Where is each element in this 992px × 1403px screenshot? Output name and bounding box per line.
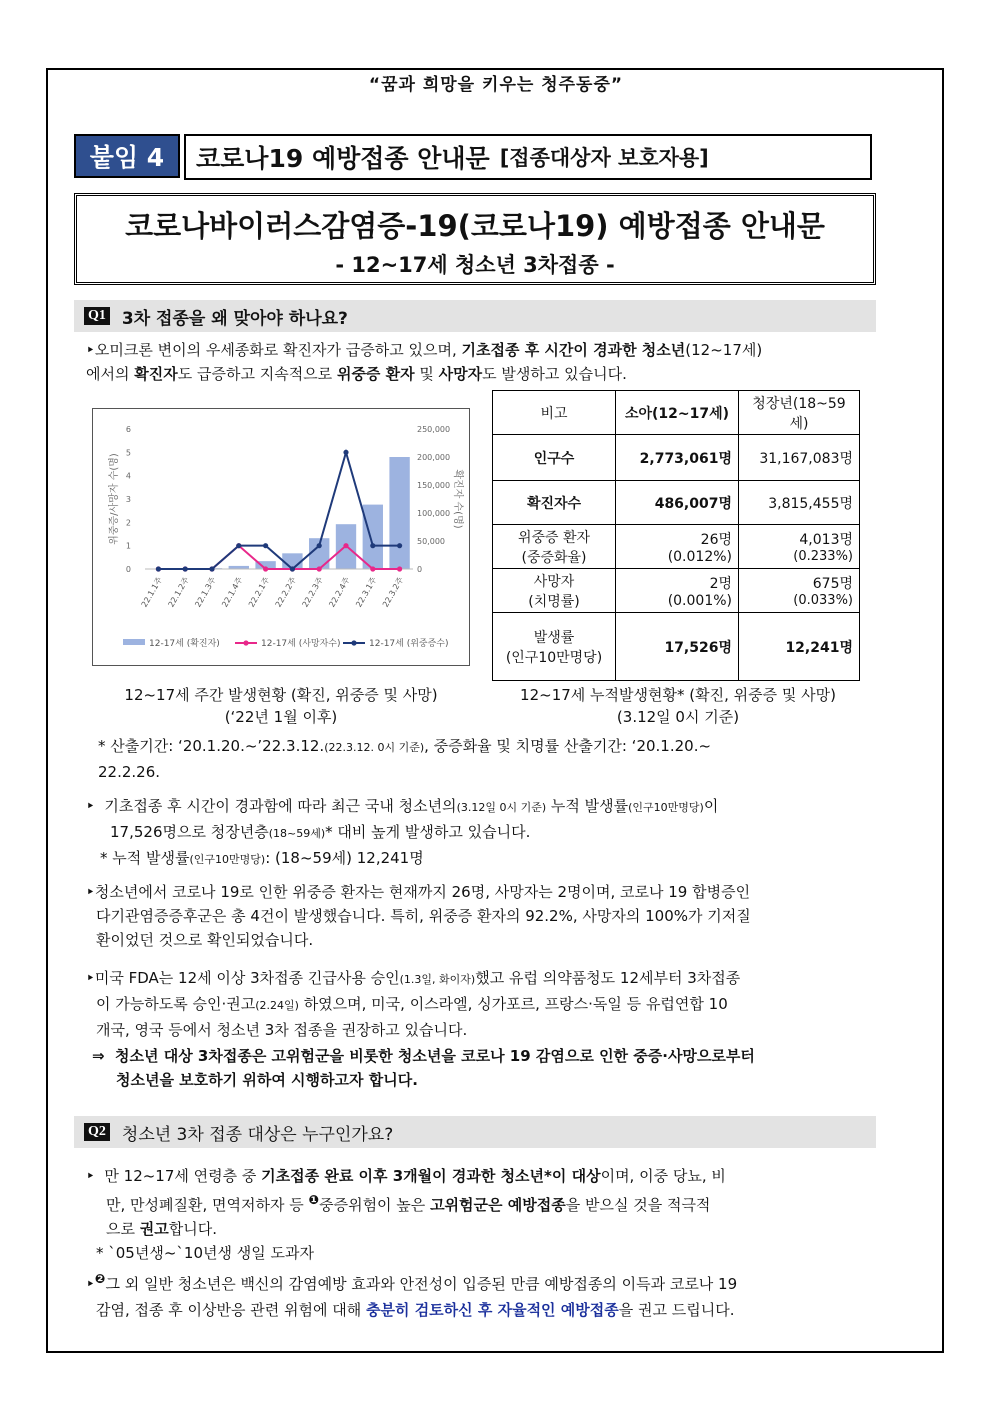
y-right-tick-label: 250,000 [417,425,451,434]
y-left-tick-label: 4 [125,471,131,481]
child-value: 2,773,061명 [616,435,739,481]
table-header: 소아(12~17세) [616,391,739,435]
bullet-icon: ‣ [86,883,95,901]
q2-question: 청소년 3차 접종 대상은 누구인가요? [121,1124,394,1145]
death-point [370,566,375,571]
child-value: 26명 (0.012%) [616,525,739,569]
document-title [184,134,872,180]
table-header: 청장년(18~59세) [739,391,860,435]
x-tick-label: 22.2.1주 [246,575,272,609]
q1-header [74,300,876,332]
bullet-icon: ‣ [86,1167,105,1185]
severe-point [236,543,241,548]
x-tick-label: 22.3.2주 [380,575,406,609]
chart-bar [363,505,383,569]
severe-point [317,543,322,548]
table-row [493,525,860,569]
bullet-icon: ‣ [86,341,95,359]
legend-label: 12-17세 (위중증수) [369,639,449,649]
death-point [317,566,322,571]
q1-paragraph-3: ‣청소년에서 코로나 19로 인한 위중증 환자는 현재까지 26명, 사망자는 2명이며, 코로나 19 합병증인 다기관염증증후군은 총 4건이 발생했습니다. 특히, 위중증 환자의 92.2%, 사망자의 100%가 기저질 환이었던 것으로 확인되었습니다. [86,883,751,949]
legend-bar-swatch [123,639,145,645]
y-right-tick-label: 150,000 [417,481,451,490]
x-tick-label: 22.2.2주 [273,575,299,609]
child-value: 17,526명 [616,613,739,681]
main-title: 코로나바이러스감염증-19(코로나19) 예방접종 안내문 [125,209,825,243]
legend-label: 12-17세 (확진자) [149,639,220,649]
row-label: 인구수 [493,435,616,481]
q2-paragraph-1: ‣ 만 12~17세 연령층 중 기초접종 완료 이후 3개월이 경과한 청소년*이 대상이며, 이중 당뇨, 비 만, 만성폐질환, 면역저하자 등 $^❶$중증위험이 높은 고위험군은 예방접종을 받으실 것을 적극적 으로 권고합니다. * `05년생~`10년생 생일 도과자 [86,1167,726,1262]
bullet-icon: ‣ [86,1275,95,1293]
q1-paragraph-2: ‣ 기초접종 후 시간이 경과함에 따라 최근 국내 청소년의(3.12일 0시 기준) 누적 발생률(인구10만명당)이 17,526명으로 청장년층(18~59세)* 대비 높게 발생하고 있습니다. * 누적 발생률(인구10만명당): (18~59세) 12,241명 [86,797,719,867]
table-header: 비고 [493,391,616,435]
y-right-tick-label: 50,000 [417,537,445,546]
adult-value: 12,241명 [739,613,860,681]
chart-caption: 12~17세 주간 발생현황 (확진, 위중증 및 사망) (‘22년 1월 이후) [124,686,438,726]
y-left-tick-label: 2 [125,518,131,528]
q1-paragraph-4: ‣미국 FDA는 12세 이상 3차접종 긴급사용 승인(1.3일, 화이자)했고 유럽 의약품청도 12세부터 3차접종 이 가능하도록 승인·권고(2.24일) 하였으며, 미국, 이스라엘, 싱가포르, 프랑스·독일 등 유럽연합 10 개국, 영국 등에서 청소년 3차 접종을 권장하고 있습니다. [86,969,741,1039]
y-right-axis-label: 확진자 수(명) [452,469,463,529]
y-left-tick-label: 0 [125,565,131,574]
severe-point [156,566,161,571]
y-right-tick-label: 200,000 [417,453,451,462]
table-row [493,481,860,525]
x-tick-label: 22.2.4주 [327,575,352,609]
death-point [263,566,268,571]
y-right-tick-label: 0 [417,565,423,574]
bullet-icon: ‣ [86,797,105,815]
severe-point [397,543,402,548]
adult-value: 3,815,455명 [739,481,860,525]
severe-point [183,566,188,571]
severe-point [290,566,295,571]
y-left-tick-label: 5 [125,448,131,458]
x-tick-label: 22.1.2주 [166,575,191,609]
legend-severe-marker [351,640,356,645]
attachment-tag: 붙임 4 [74,134,180,178]
arrow-icon: ⇒ [92,1047,105,1065]
x-tick-label: 22.2.3주 [300,575,325,609]
q1-question: 3차 접종을 왜 맞아야 하나요? [121,308,348,329]
document-title-sub: [접종대상자 보호자용] [499,146,709,170]
y-left-tick-label: 1 [125,541,131,551]
q2-header [74,1116,876,1148]
legend-label: 12-17세 (사망자수) [261,639,341,649]
table-header-row [493,391,860,435]
cumulative-table [492,390,860,681]
child-value: 2명 (0.001%) [616,569,739,613]
y-left-tick-label: 3 [125,495,131,504]
table-caption: 12~17세 누적발생현황* (확진, 위중증 및 사망) (3.12일 0시 기준) [520,686,836,726]
footnote-period: * 산출기간: ‘20.1.20.~’22.3.12.(22.3.12. 0시 기준), 중증화율 및 치명률 산출기간: ‘20.1.20.~ 22.2.26. [98,737,712,781]
y-right-tick-label: 100,000 [417,509,451,518]
bullet-icon: ‣ [86,969,95,987]
main-title-box [74,193,876,285]
x-tick-label: 22.3.1주 [354,575,379,609]
x-tick-label: 22.1.1주 [139,575,165,609]
table-row [493,613,860,681]
row-label: 확진자수 [493,481,616,525]
row-label: 위중증 환자 (중증화율) [493,525,616,569]
adult-value: 675명 (0.033%) [739,569,860,613]
weekly-chart-svg [93,409,469,665]
child-value: 486,007명 [616,481,739,525]
death-point [343,543,348,548]
severe-point [263,543,268,548]
severe-point [343,450,348,455]
q1-badge: Q1 [84,307,110,325]
severe-point [209,566,214,571]
main-subtitle: - 12~17세 청소년 3차접종 - [335,253,615,277]
q2-paragraph-2: ‣$^❷$그 외 일반 청소년은 백신의 감염예방 효과와 안전성이 입증된 만큼 예방접종의 이득과 코로나 19 감염, 접종 후 이상반응 관련 위험에 대해 충분히 검토하신 후 자율적인 예방접종을 권고 드립니다. [86,1271,738,1319]
q1-paragraph-1: ‣오미크론 변이의 우세종화로 확진자가 급증하고 있으며, 기초접종 후 시간이 경과한 청소년(12~17세) 에서의 확진자도 급증하고 지속적으로 위중증 환자 및 사망자도 발생하고 있습니다. [86,341,763,383]
y-left-tick-label: 6 [125,425,131,434]
document-title-text: 코로나19 예방접종 안내문 [196,144,490,173]
x-tick-label: 22.1.3주 [193,575,218,609]
adult-value: 31,167,083명 [739,435,860,481]
school-motto: “꿈과 희망을 키우는 청주동중” [368,75,624,95]
row-label: 사망자 (치명률) [493,569,616,613]
y-left-axis-label: 위중증/사망자 수(명) [109,453,120,545]
chart-bar [389,457,409,569]
x-tick-label: 22.1.4주 [220,575,245,609]
legend-death-marker [243,640,248,645]
q2-badge: Q2 [84,1123,110,1141]
table-row [493,569,860,613]
death-point [397,566,402,571]
table-row [493,435,860,481]
q1-conclusion: ⇒ 청소년 대상 3차접종은 고위험군을 비롯한 청소년을 코로나 19 감염으로 인한 중증·사망으로부터 청소년을 보호하기 위하여 시행하고자 합니다. [92,1047,755,1089]
severe-point [370,543,375,548]
adult-value: 4,013명 (0.233%) [739,525,860,569]
row-label: 발생률 (인구10만명당) [493,613,616,681]
weekly-chart [92,408,470,666]
